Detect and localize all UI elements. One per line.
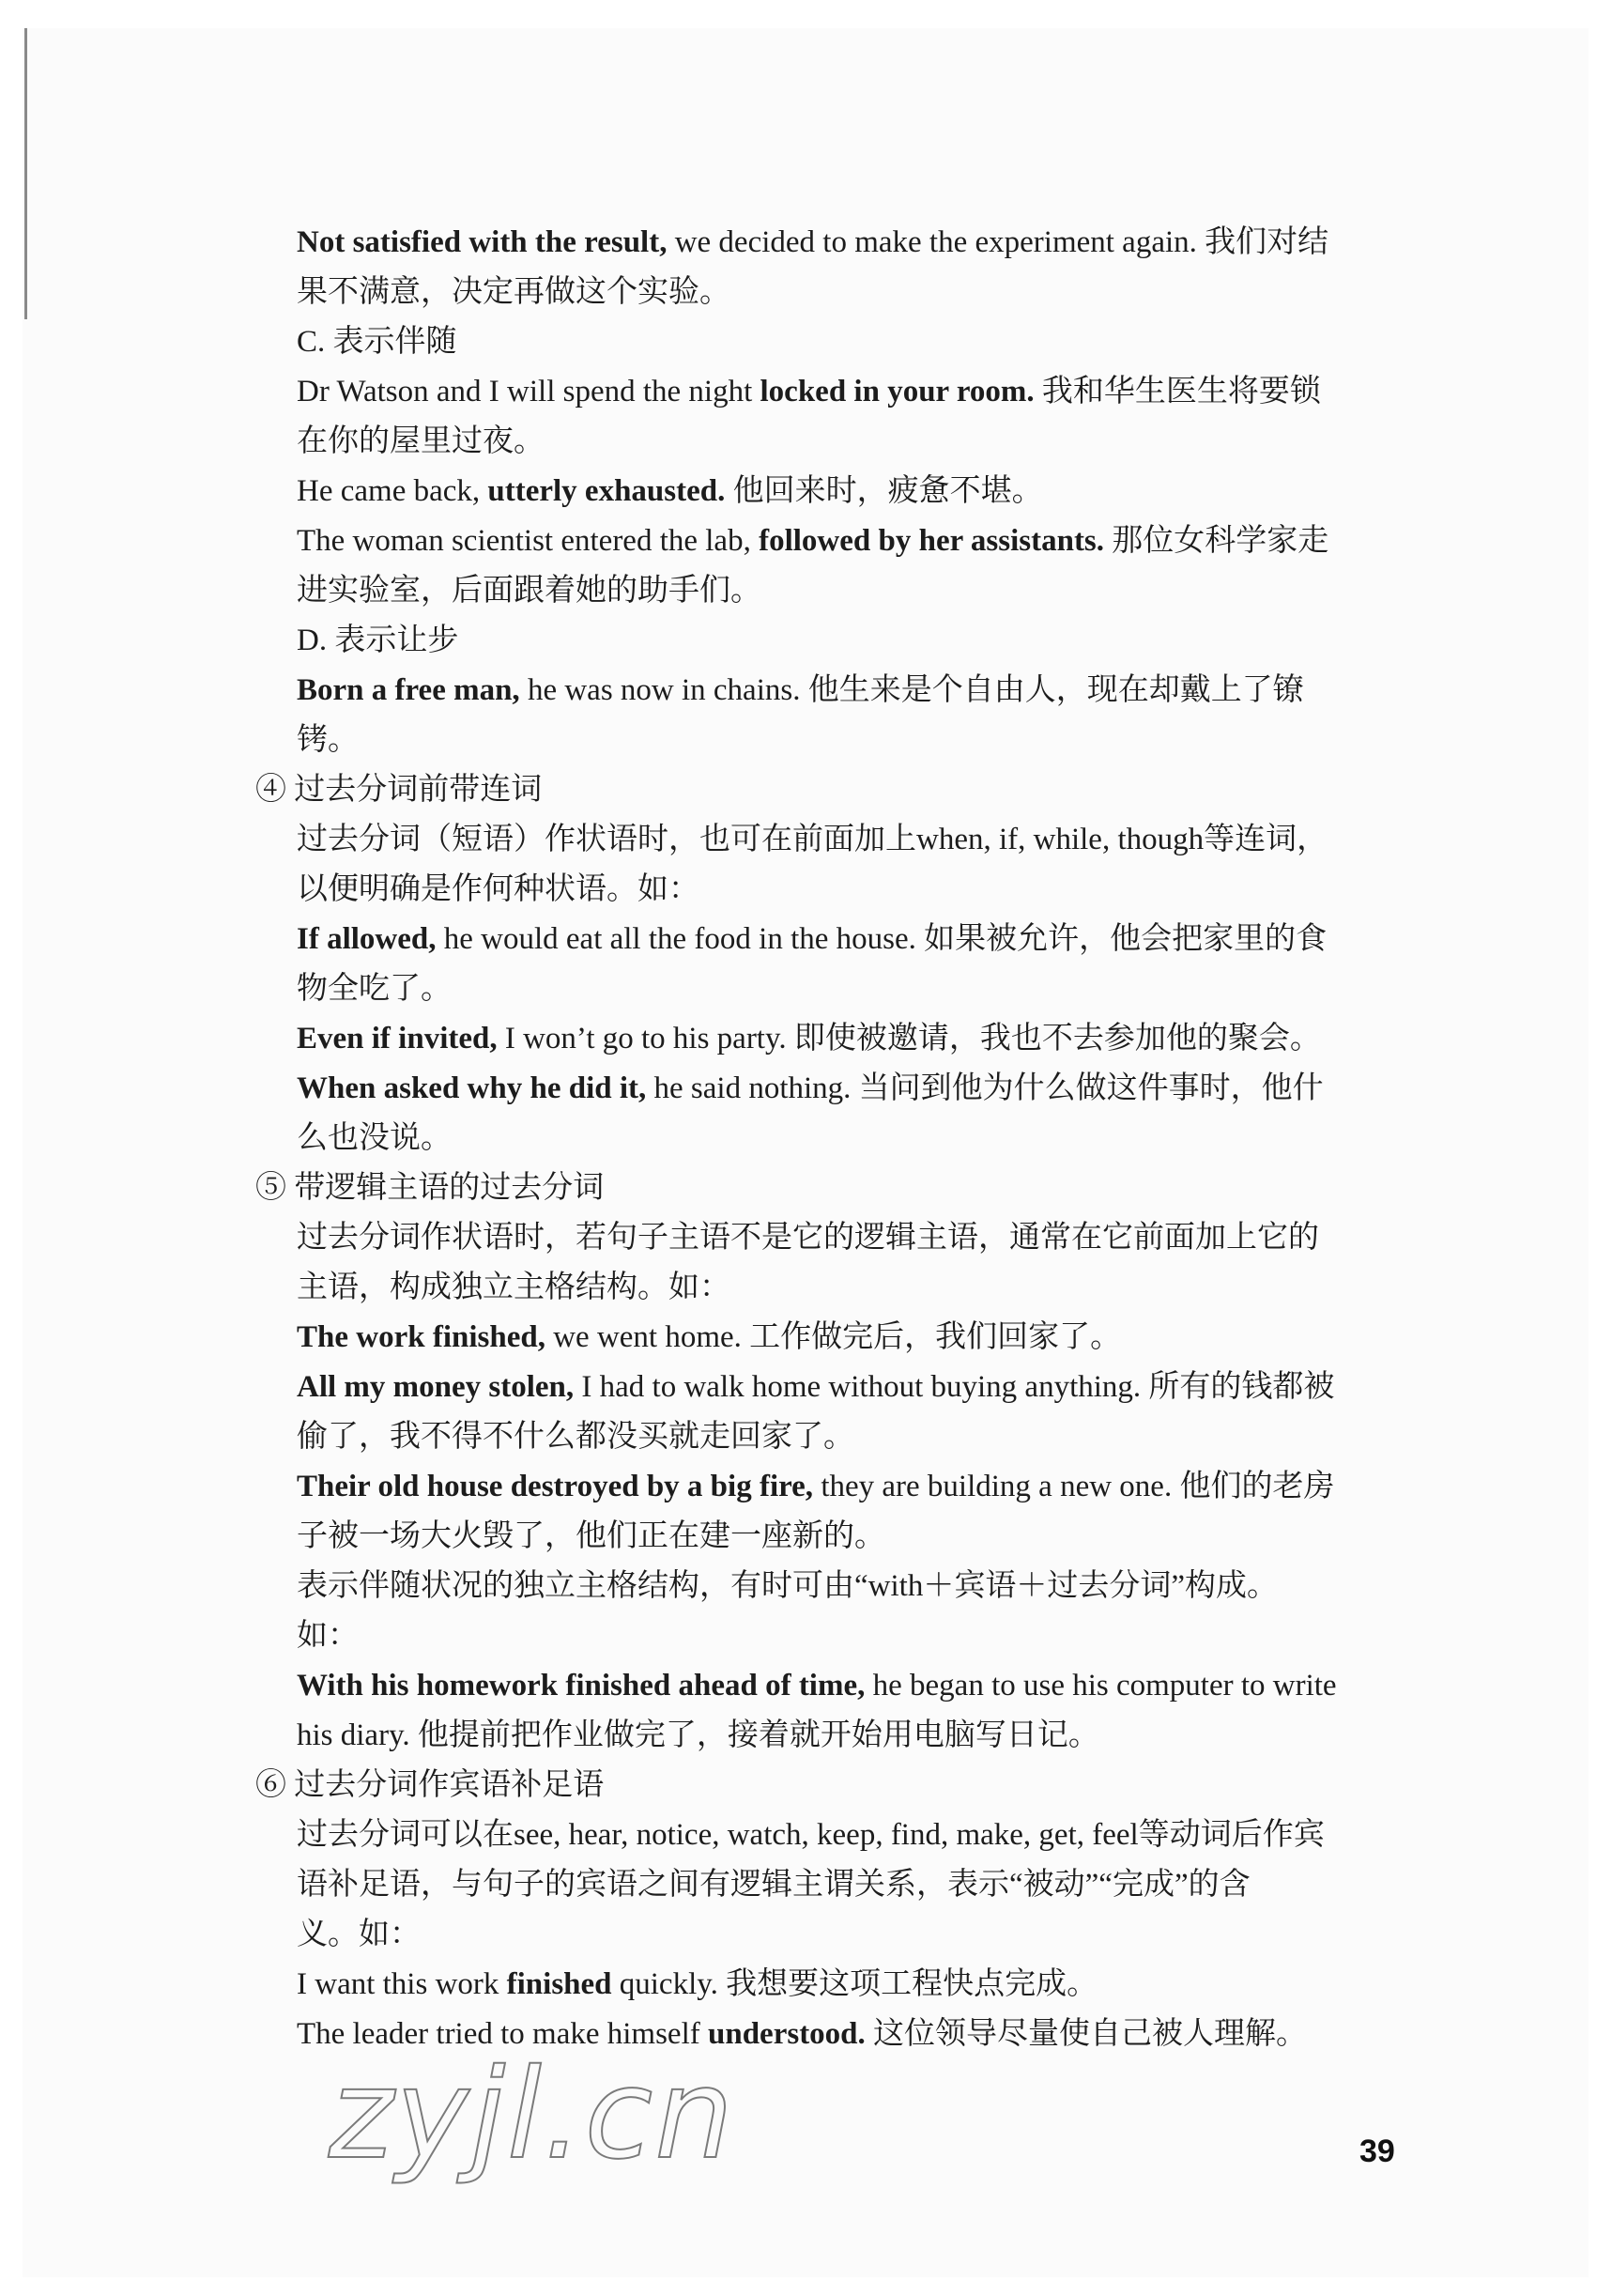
text-line [255,467,1420,516]
text-segment: they are building a new one. 他们的老房 [813,1470,1335,1503]
text-line [255,1014,1420,1064]
bold-example-phrase: All my money stolen, [297,1370,575,1404]
text-segment: 我和华生医生将要锁 [1034,375,1321,408]
binding-edge [24,28,27,319]
text-line [255,964,1420,1014]
text-segment: 在你的屋里过夜。 [297,424,545,458]
text-segment: D. 表示让步 [297,624,459,657]
watermark-logo: zyjl.cn [329,2042,735,2187]
text-line [255,516,1420,566]
text-segment: The woman scientist entered the lab, [297,524,760,558]
text-segment: he would eat all the food in the house. 如果被允许，他会把家里的食 [436,922,1328,956]
bold-example-phrase: followed by her assistants. [759,524,1105,558]
text-segment: 过去分词（短语）作状语时，也可在前面加上when, if, while, though等连词， [297,823,1328,856]
bold-example-phrase: Not satisfied with the result, [297,225,668,259]
text-line [255,417,1420,467]
text-line [255,1064,1420,1114]
text-segment: quickly. 我想要这项工程快点完成。 [611,1967,1098,2001]
text-line [255,1661,1420,1711]
text-line [255,1313,1420,1363]
text-segment: his diary. 他提前把作业做完了，接着就开始用电脑写日记。 [297,1718,1099,1752]
text-segment: 铐。 [297,723,359,757]
text-line [255,268,1420,317]
bold-example-phrase: With his homework finished ahead of time, [297,1669,866,1703]
text-segment: 那位女科学家走 [1104,524,1329,558]
section-heading [255,1163,1420,1213]
text-segment: 语补足语，与句子的宾语之间有逻辑主谓关系，表示“被动”“完成”的含 [297,1868,1251,1902]
text-line [255,1611,1420,1661]
text-segment: C. 表示伴随 [297,325,457,359]
text-line [255,1860,1420,1910]
text-line [255,1114,1420,1163]
text-segment: 这位领导尽量使自己被人理解。 [865,2017,1308,2051]
text-segment: 物全吃了。 [297,972,452,1006]
text-line [255,1811,1420,1860]
text-line [255,1462,1420,1512]
text-line [255,1562,1420,1611]
text-line [255,616,1420,666]
text-line [255,218,1420,268]
section-heading [255,765,1420,815]
text-segment: I had to walk home without buying anything. 所有的钱都被 [574,1370,1335,1404]
text-line [255,815,1420,865]
text-segment: we decided to make the experiment again. 我们对结 [667,225,1329,259]
bold-example-phrase: If allowed, [297,922,437,956]
text-segment: 主语，构成独立主格结构。如： [297,1271,730,1304]
text-segment: He came back, [297,474,488,508]
text-segment: 么也没说。 [297,1121,452,1155]
text-segment: we went home. 工作做完后，我们回家了。 [545,1320,1122,1354]
bold-example-phrase: When asked why he did it, [297,1071,647,1105]
text-line [255,1363,1420,1412]
bold-example-phrase: locked in your room. [760,375,1035,408]
text-line [255,566,1420,616]
text-segment: ④ 过去分词前带连词 [255,773,543,807]
text-line [255,367,1420,417]
page-number: 39 [1359,2134,1395,2169]
bold-example-phrase: utterly exhausted. [487,474,726,508]
text-segment: he said nothing. 当问到他为什么做这件事时，他什 [646,1071,1324,1105]
text-segment: Dr Watson and I will spend the night [297,375,760,408]
text-segment: 以便明确是作何种状语。如： [297,872,699,906]
section-heading [255,1761,1420,1811]
text-segment: 过去分词可以在see, hear, notice, watch, keep, find, make, get, feel等动词后作宾 [297,1818,1325,1852]
text-segment: he began to use his computer to write [865,1669,1337,1703]
grammar-text-body [255,218,1420,2059]
text-segment: The leader tried to make himself [297,2017,708,2051]
bold-example-phrase: Even if invited, [297,1022,498,1056]
text-segment: ⑥ 过去分词作宾语补足语 [255,1768,605,1802]
text-segment: 果不满意，决定再做这个实验。 [297,275,730,309]
text-segment: I want this work [297,1967,507,2001]
text-line [255,915,1420,964]
text-line [255,666,1420,716]
text-segment: 他回来时，疲惫不堪。 [725,474,1043,508]
text-line [255,1263,1420,1313]
bold-example-phrase: understood. [708,2017,866,2051]
text-segment: 进实验室，后面跟着她的助手们。 [297,574,761,608]
text-line [255,1711,1420,1761]
text-line [255,716,1420,765]
text-segment: 偷了，我不得不什么都没买就走回家了。 [297,1420,854,1454]
text-line [255,1412,1420,1462]
text-segment: he was now in chains. 他生来是个自由人，现在却戴上了镣 [519,673,1304,707]
text-line [255,317,1420,367]
text-segment: ⑤ 带逻辑主语的过去分词 [255,1171,605,1205]
text-segment: 子被一场大火毁了，他们正在建一座新的。 [297,1519,885,1553]
text-segment: 表示伴随状况的独立主格结构，有时可由“with＋宾语＋过去分词”构成。 [297,1569,1278,1603]
text-segment: 如： [297,1619,359,1653]
text-line [255,865,1420,915]
text-line [255,1910,1420,1960]
bold-example-phrase: Born a free man, [297,673,520,707]
bold-example-phrase: The work finished, [297,1320,545,1354]
bold-example-phrase: finished [506,1967,612,2001]
text-line [255,1960,1420,2010]
text-segment: 过去分词作状语时，若句子主语不是它的逻辑主语，通常在它前面加上它的 [297,1221,1319,1255]
bold-example-phrase: Their old house destroyed by a big fire, [297,1470,814,1503]
text-segment: 义。如： [297,1918,421,1951]
text-line [255,1512,1420,1562]
text-segment: I won’t go to his party. 即使被邀请，我也不去参加他的聚会。 [497,1022,1321,1056]
text-line [255,1213,1420,1263]
